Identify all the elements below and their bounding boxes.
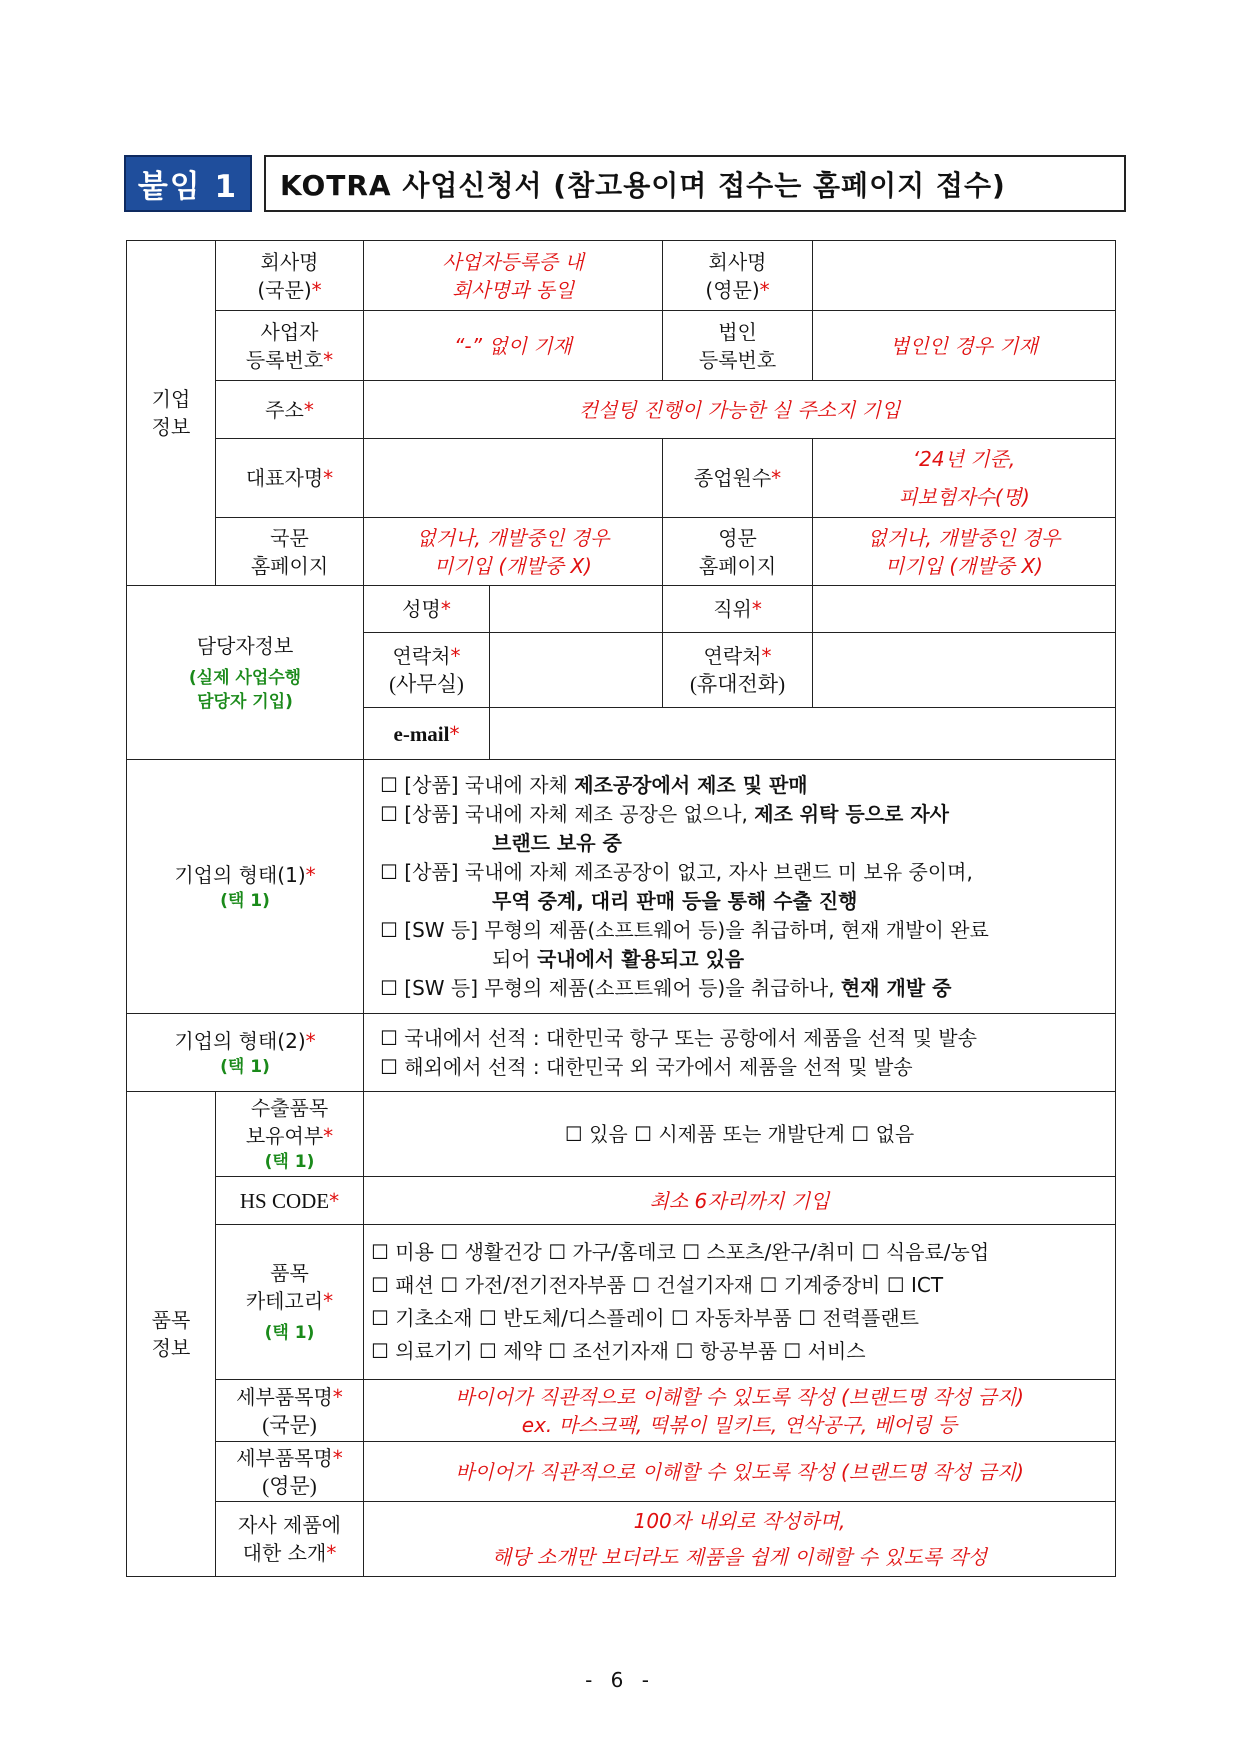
contact-position-field[interactable]: [813, 586, 1116, 633]
category-row[interactable]: ☐ 기초소재 ☐ 반도체/디스플레이 ☐ 자동차부품 ☐ 전력플랜트: [371, 1306, 919, 1330]
attachment-badge: 붙임 1: [124, 155, 252, 212]
address-field[interactable]: 컨설팅 진행이 가능한 실 주소지 기입: [364, 381, 1116, 439]
detail-item-en-label: 세부품목명* (영문): [216, 1442, 364, 1502]
ship-domestic-option[interactable]: ☐ 국내에서 선적 : 대한민국 항구 또는 공항에서 제품을 선적 및 발송: [380, 1025, 977, 1050]
corp-number-field[interactable]: 법인인 경우 기재: [813, 311, 1116, 381]
office-phone-field[interactable]: [490, 633, 663, 708]
contact-name-field[interactable]: [490, 586, 663, 633]
product-intro-label: 자사 제품에 대한 소개*: [216, 1502, 364, 1577]
export-item-options[interactable]: ☐ 있음 ☐ 시제품 또는 개발단계 ☐ 없음: [364, 1092, 1116, 1177]
export-item-label: 수출품목 보유여부* (택 1): [216, 1092, 364, 1177]
email-field[interactable]: [490, 708, 1116, 760]
contact-section-label: 담당자정보 (실제 사업수행 담당자 기입): [127, 586, 364, 760]
email-label: e-mail*: [364, 708, 490, 760]
company-type-1-option[interactable]: ☐ [상품] 국내에 자체 제조 공장은 없으나, 제조 위탁 등으로 자사: [380, 801, 949, 826]
company-type-1-option[interactable]: 무역 중계, 대리 판매 등을 통해 수출 진행: [492, 888, 858, 913]
company-info-section-label: 기업 정보: [127, 241, 216, 586]
category-row[interactable]: ☐ 의료기기 ☐ 제약 ☐ 조선기자재 ☐ 항공부품 ☐ 서비스: [371, 1339, 866, 1363]
company-type-1-options[interactable]: [364, 760, 1116, 1014]
biz-number-label: 사업자 등록번호*: [216, 311, 364, 381]
address-label: 주소*: [216, 381, 364, 439]
hs-code-field[interactable]: 최소 6자리까지 기입: [364, 1177, 1116, 1225]
employees-field[interactable]: ‘24년 기준, 피보험자수(명): [813, 439, 1116, 518]
product-intro-field[interactable]: 100자 내외로 작성하며, 해당 소개만 보더라도 제품을 쉽게 이해할 수 있도록 작성: [364, 1502, 1116, 1577]
corp-number-label: 법인 등록번호: [663, 311, 813, 381]
ceo-name-label: 대표자명*: [216, 439, 364, 518]
detail-item-ko-field[interactable]: 바이어가 직관적으로 이해할 수 있도록 작성 (브랜드명 작성 금지) ex. 마스크팩, 떡볶이 밀키트, 연삭공구, 베어링 등: [364, 1380, 1116, 1442]
company-name-ko-label: 회사명 (국문)*: [216, 241, 364, 311]
company-type-1-option[interactable]: ☐ [SW 등] 무형의 제품(소프트웨어 등)을 취급하며, 현재 개발이 완료: [380, 917, 989, 942]
category-row[interactable]: ☐ 패션 ☐ 가전/전기전자부품 ☐ 건설기자재 ☐ 기계중장비 ☐ ICT: [371, 1273, 944, 1297]
product-info-section-label: 품목 정보: [127, 1092, 216, 1577]
page-number: - 6 -: [585, 1668, 655, 1692]
company-type-1-label: 기업의 형태(1)* (택 1): [127, 760, 364, 1014]
hs-code-label: HS CODE*: [216, 1177, 364, 1225]
homepage-en-field[interactable]: 없거나, 개발중인 경우 미기입 (개발중 X): [813, 518, 1116, 586]
employees-label: 종업원수*: [663, 439, 813, 518]
homepage-ko-label: 국문 홈페이지: [216, 518, 364, 586]
company-name-en-label: 회사명 (영문)*: [663, 241, 813, 311]
company-type-2-options[interactable]: [364, 1014, 1116, 1092]
biz-number-field[interactable]: “-” 없이 기재: [364, 311, 663, 381]
category-label: 품목 카테고리* (택 1): [216, 1225, 364, 1380]
application-form-table: [126, 240, 1116, 1577]
contact-name-label: 성명*: [364, 586, 490, 633]
company-type-1-option[interactable]: ☐ [상품] 국내에 자체 제조공장에서 제조 및 판매: [380, 772, 808, 797]
office-phone-label: 연락처* (사무실): [364, 633, 490, 708]
ship-overseas-option[interactable]: ☐ 해외에서 선적 : 대한민국 외 국가에서 제품을 선적 및 발송: [380, 1054, 913, 1079]
ceo-name-field[interactable]: [364, 439, 663, 518]
category-row[interactable]: ☐ 미용 ☐ 생활건강 ☐ 가구/홈데코 ☐ 스포츠/완구/취미 ☐ 식음료/농업: [371, 1240, 990, 1264]
mobile-phone-label: 연락처* (휴대전화): [663, 633, 813, 708]
company-name-ko-field[interactable]: 사업자등록증 내 회사명과 동일: [364, 241, 663, 311]
company-name-en-field[interactable]: [813, 241, 1116, 311]
category-options[interactable]: [364, 1225, 1116, 1380]
company-type-2-label: 기업의 형태(2)* (택 1): [127, 1014, 364, 1092]
company-type-1-option[interactable]: ☐ [상품] 국내에 자체 제조공장이 없고, 자사 브랜드 미 보유 중이며,: [380, 859, 973, 884]
homepage-en-label: 영문 홈페이지: [663, 518, 813, 586]
company-type-1-option[interactable]: 되어 국내에서 활용되고 있음: [492, 946, 745, 971]
mobile-phone-field[interactable]: [813, 633, 1116, 708]
document-title: KOTRA 사업신청서 (참고용이며 접수는 홈페이지 접수): [264, 155, 1126, 212]
contact-position-label: 직위*: [663, 586, 813, 633]
detail-item-ko-label: 세부품목명* (국문): [216, 1380, 364, 1442]
detail-item-en-field[interactable]: 바이어가 직관적으로 이해할 수 있도록 작성 (브랜드명 작성 금지): [364, 1442, 1116, 1502]
company-type-1-option[interactable]: ☐ [SW 등] 무형의 제품(소프트웨어 등)을 취급하나, 현재 개발 중: [380, 975, 952, 1000]
company-type-1-option[interactable]: 브랜드 보유 중: [492, 830, 622, 855]
homepage-ko-field[interactable]: 없거나, 개발중인 경우 미기입 (개발중 X): [364, 518, 663, 586]
